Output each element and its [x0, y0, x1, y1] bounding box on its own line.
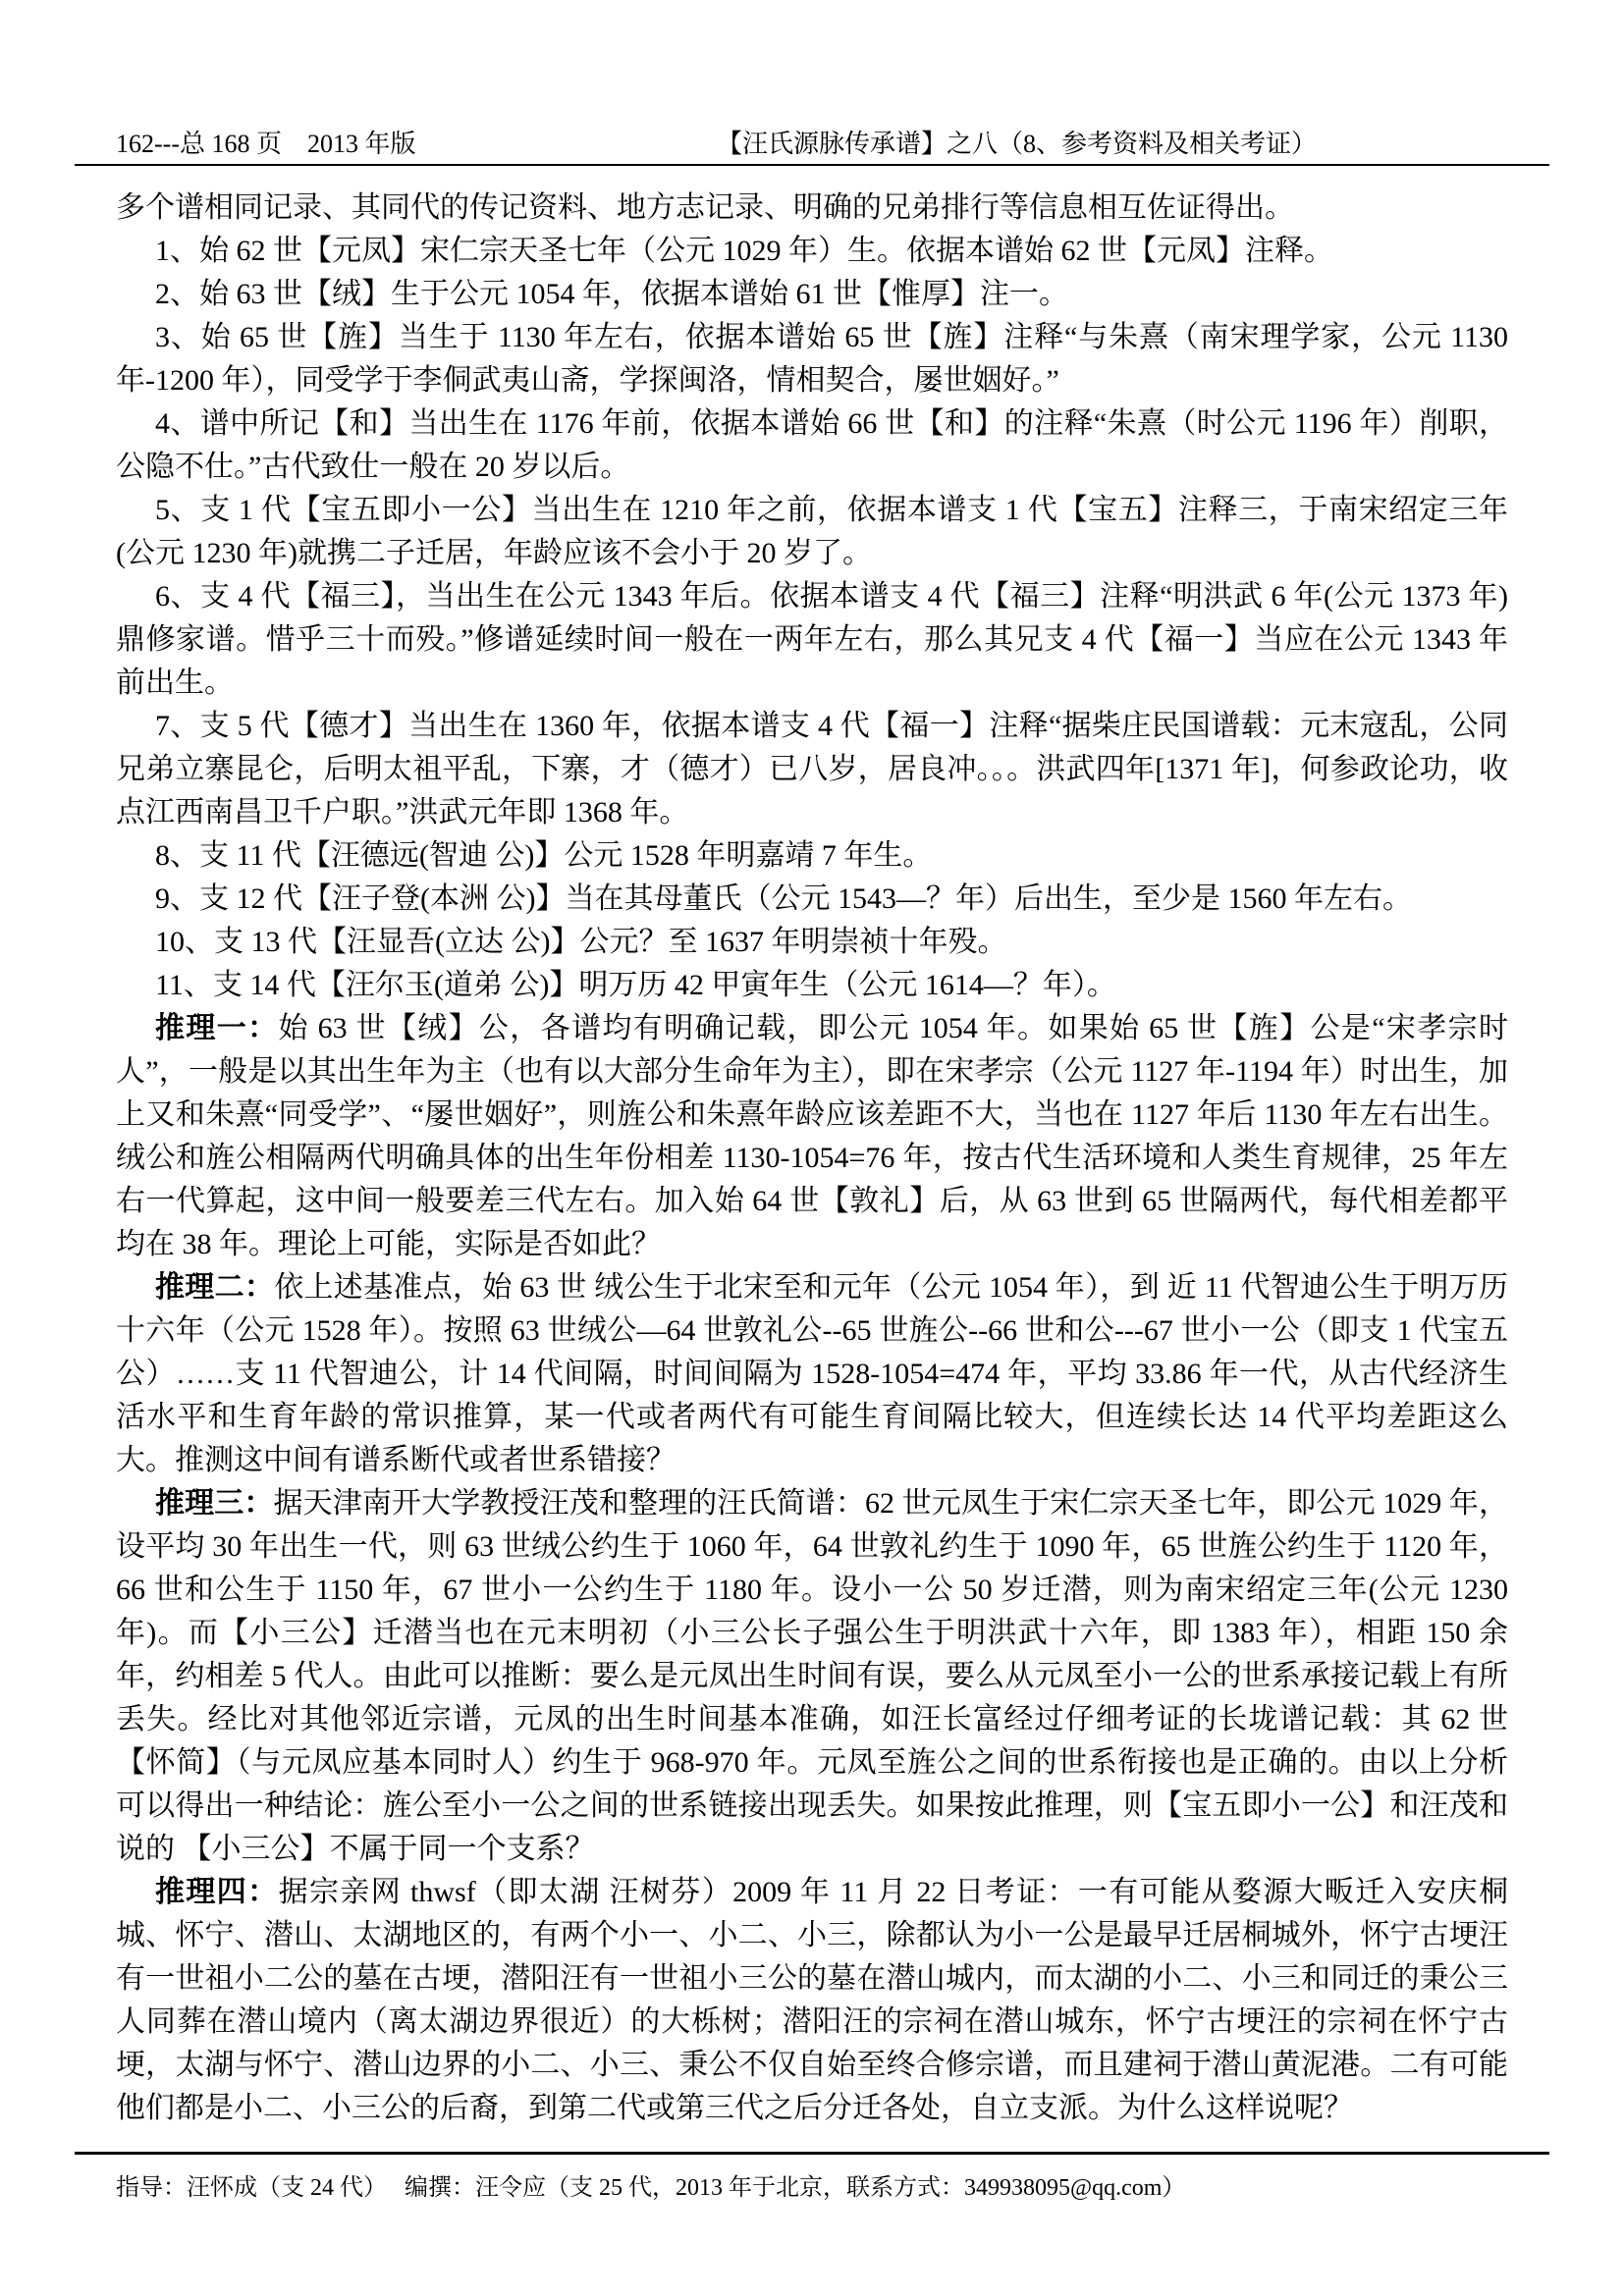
paragraph: 8、支 11 代【汪德远(智迪 公)】公元 1528 年明嘉靖 7 年生。: [155, 839, 933, 872]
footer-credits: 指导：汪怀成（支 24 代） 编撰：汪令应（支 25 代，2013 年于北京，联系方式：349938095@qq.com）: [116, 2175, 1186, 2201]
footer-divider: [75, 2152, 1549, 2155]
page-header: [116, 124, 1547, 163]
reasoning-label: 推理二：: [155, 1271, 275, 1304]
paragraph: 推理一：始 63 世【绒】公，各谱均有明确记载，即公元 1054 年。如果始 65 世【旌】公是“宋孝宗时人”，一般是以其出生年为主（也有以大部分生命年为主），即在宋孝宗（公元 1127 年-1194 年）时出生，加上又和朱熹“同受学”、“屡世姻好”，则旌公和朱熹年龄应该差距不大，当也在 1127 年后 1130 年左右出生。绒公和旌公相隔两代明确具体的出生年份相差 1130-1054=76 年，按古代生活环境和人类生育规律，25 年左右一代算起，这中间一般要差三代左右。加入始 64 世【敦礼】后，从 63 世到 65 世隔两代，每代相差都平均在 38 年。理论上可能，实际是否如此？: [116, 1012, 1508, 1260]
paragraph: 6、支 4 代【福三】，当出生在公元 1343 年后。依据本谱支 4 代【福三】注释“明洪武 6 年(公元 1373 年)鼎修家谱。惜乎三十而殁。”修谱延续时间一般在一两年左右，那么其兄支 4 代【福一】当应在公元 1343 年前出生。: [116, 580, 1508, 699]
reasoning-label: 推理四：: [155, 1876, 279, 1908]
paragraph-container: [116, 187, 1508, 2130]
paragraph: 2、始 63 世【绒】生于公元 1054 年，依据本谱始 61 世【惟厚】注一。: [155, 278, 1068, 310]
reasoning-label: 推理一：: [155, 1012, 279, 1044]
paragraph: 推理四：据宗亲网 thwsf（即太湖 汪树芬）2009 年 11 月 22 日考证：一有可能从婺源大畈迁入安庆桐城、怀宁、潜山、太湖地区的，有两个小一、小二、小三，除都认为小一公是最早迁居桐城外，怀宁古埂汪有一世祖小二公的墓在古埂，潜阳汪有一世祖小三公的墓在潜山城内，而太湖的小二、小三和同迁的秉公三人同葬在潜山境内（离太湖边界很近）的大栎树；潜阳汪的宗祠在潜山城东，怀宁古埂汪的宗祠在怀宁古埂，太湖与怀宁、潜山边界的小二、小三、秉公不仅自始至终合修宗谱，而且建祠于潜山黄泥港。二有可能他们都是小二、小三公的后裔，到第二代或第三代之后分迁各处，自立支派。为什么这样说呢？: [116, 1876, 1508, 2124]
document-title: 【汪氏源脉传承谱】之八（8、参考资料及相关考证）: [717, 130, 1318, 158]
reasoning-label: 推理三：: [155, 1487, 274, 1520]
header-divider: [75, 164, 1549, 166]
paragraph: 10、支 13 代【汪显吾(立达 公)】公元？至 1637 年明崇祯十年殁。: [155, 926, 1007, 958]
paragraph: 推理三：据天津南开大学教授汪茂和整理的汪氏简谱：62 世元凤生于宋仁宗天圣七年，即公元 1029 年，设平均 30 年出生一代，则 63 世绒公约生于 1060 年，64 世敦礼约生于 1090 年，65 世旌公约生于 1120 年，66 世和公生于 1150 年，67 世小一公约生于 1180 年。设小一公 50 岁迁潜，则为南宋绍定三年(公元 1230 年)。而【小三公】迁潜当也在元末明初（小三公长子强公生于明洪武十六年，即 1383 年），相距 150 余年，约相差 5 代人。由此可以推断：要么是元凤出生时间有误，要么从元凤至小一公的世系承接记载上有所丢失。经比对其他邻近宗谱，元凤的出生时间基本准确，如汪长富经过仔细考证的长垅谱记载：其 62 世【怀简】（与元凤应基本同时人）约生于 968-970 年。元凤至旌公之间的世系衔接也是正确的。由以上分析可以得出一种结论：旌公至小一公之间的世系链接出现丢失。如果按此推理，则【宝五即小一公】和汪茂和说的 【小三公】不属于同一个支系？: [116, 1487, 1508, 1865]
paragraph: 9、支 12 代【汪子登(本洲 公)】当在其母董氏（公元 1543—？年）后出生，至少是 1560 年左右。: [155, 882, 1412, 915]
page-number-edition: 162---总 168 页 2013 年版: [116, 130, 416, 158]
paragraph: 推理二：依上述基准点，始 63 世 绒公生于北宋至和元年（公元 1054 年），到 近 11 代智迪公生于明万历十六年（公元 1528 年）。按照 63 世绒公—64 世敦礼公--65 世旌公--66 世和公---67 世小一公（即支 1 代宝五公）……支 11 代智迪公，计 14 代间隔，时间间隔为 1528-1054=474 年，平均 33.86 年一代，从古代经济生活水平和生育年龄的常识推算，某一代或者两代有可能生育间隔比较大，但连续长达 14 代平均差距这么大。推测这中间有谱系断代或者世系错接？: [116, 1271, 1508, 1476]
paragraph: 1、始 62 世【元凤】宋仁宗天圣七年（公元 1029 年）生。依据本谱始 62 世【元凤】注释。: [155, 235, 1333, 267]
paragraph: 4、谱中所记【和】当出生在 1176 年前，依据本谱始 66 世【和】的注释“朱熹（时公元 1196 年）削职，公隐不仕。”古代致仕一般在 20 岁以后。: [116, 407, 1508, 483]
page-footer: [116, 2167, 1547, 2202]
paragraph: 5、支 1 代【宝五即小一公】当出生在 1210 年之前，依据本谱支 1 代【宝五】注释三，于南宋绍定三年(公元 1230 年)就携二子迁居，年龄应该不会小于 20 岁了。: [116, 494, 1508, 569]
paragraph: 3、始 65 世【旌】当生于 1130 年左右，依据本谱始 65 世【旌】注释“与朱熹（南宋理学家，公元 1130 年-1200 年），同受学于李侗武夷山斋，学探闽洛，情相契合，屡世姻好。”: [116, 321, 1508, 397]
paragraph: 多个谱相同记录、其同代的传记资料、地方志记录、明确的兄弟排行等信息相互佐证得出。: [116, 191, 1294, 224]
paragraph: 11、支 14 代【汪尔玉(道弟 公)】明万历 42 甲寅年生（公元 1614—？年）。: [155, 969, 1116, 1001]
paragraph: 7、支 5 代【德才】当出生在 1360 年，依据本谱支 4 代【福一】注释“据柴庄民国谱载：元末寇乱，公同兄弟立寨昆仑，后明太祖平乱，下寨，才（德才）已八岁，居良冲。。。洪武四年[1371 年]，何参政论功，收点江西南昌卫千户职。”洪武元年即 1368 年。: [116, 710, 1508, 828]
